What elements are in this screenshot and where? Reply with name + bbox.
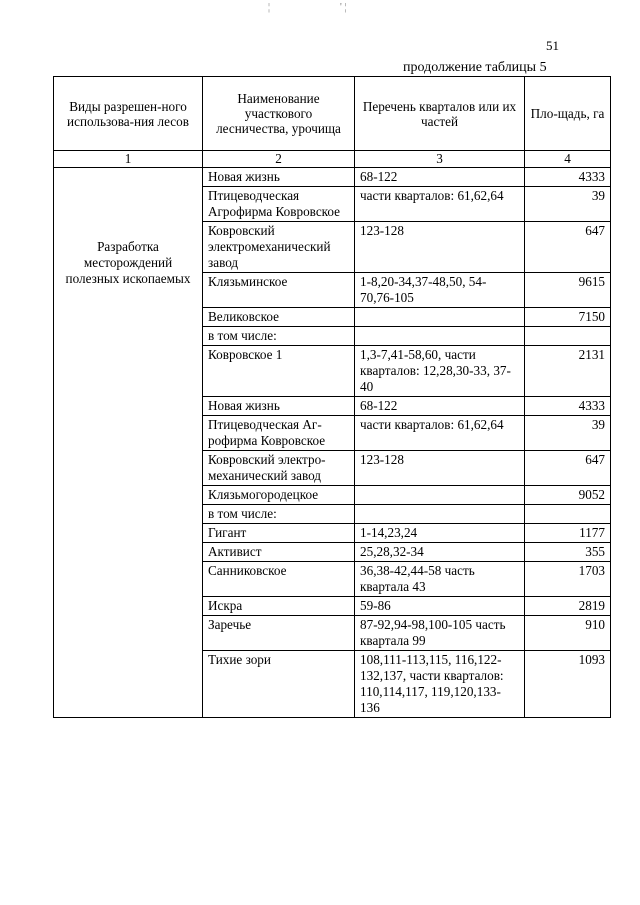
forestry-name-cell: Птицеводческая Аг-рофирма Ковровское [203, 416, 355, 451]
forestry-name-cell: Заречье [203, 616, 355, 651]
quarters-cell: 68-122 [355, 168, 525, 187]
column-number: 1 [54, 151, 203, 168]
area-cell [525, 505, 611, 524]
quarters-cell: 1,3-7,41-58,60, части кварталов: 12,28,30-33, 37-40 [355, 346, 525, 397]
area-cell: 1703 [525, 562, 611, 597]
forestry-name-cell: Ковровский электро-механический завод [203, 451, 355, 486]
forest-use-table [53, 76, 611, 718]
column-number: 2 [203, 151, 355, 168]
area-cell: 355 [525, 543, 611, 562]
area-cell: 2131 [525, 346, 611, 397]
area-cell: 39 [525, 187, 611, 222]
header-usage-type: Виды разрешен-ного использова-ния лесов [54, 77, 203, 151]
forestry-name-cell: Гигант [203, 524, 355, 543]
quarters-cell: части кварталов: 61,62,64 [355, 416, 525, 451]
quarters-cell: 59-86 [355, 597, 525, 616]
area-cell: 647 [525, 451, 611, 486]
forestry-name-cell: Новая жизнь [203, 168, 355, 187]
forestry-name-cell: Санниковское [203, 562, 355, 597]
area-cell: 39 [525, 416, 611, 451]
quarters-cell: 36,38-42,44-58 часть квартала 43 [355, 562, 525, 597]
quarters-cell [355, 486, 525, 505]
forestry-name-cell: Клязьминское [203, 273, 355, 308]
quarters-cell [355, 505, 525, 524]
column-number: 4 [525, 151, 611, 168]
area-cell: 1093 [525, 651, 611, 718]
scan-mark: ¦ [268, 2, 271, 13]
header-forestry-name: Наименование участкового лесничества, урочища [203, 77, 355, 151]
forestry-name-cell: Ковровское 1 [203, 346, 355, 397]
column-number: 3 [355, 151, 525, 168]
area-cell: 1177 [525, 524, 611, 543]
forestry-name-cell: Искра [203, 597, 355, 616]
quarters-cell [355, 327, 525, 346]
quarters-cell: 25,28,32-34 [355, 543, 525, 562]
column-number-row [54, 151, 611, 168]
quarters-cell: 68-122 [355, 397, 525, 416]
header-row [54, 77, 611, 151]
table-body [54, 168, 611, 718]
area-cell [525, 327, 611, 346]
quarters-cell: 87-92,94-98,100-105 часть квартала 99 [355, 616, 525, 651]
quarters-cell: 108,111-113,115, 116,122-132,137, части кварталов: 110,114,117, 119,120,133-136 [355, 651, 525, 718]
forestry-name-cell: Ковровский электромеханический завод [203, 222, 355, 273]
area-cell: 4333 [525, 397, 611, 416]
usage-type-cell [54, 168, 203, 718]
area-cell: 7150 [525, 308, 611, 327]
forestry-name-cell: Птицеводческая Агрофирма Ковровское [203, 187, 355, 222]
page-number: 51 [546, 38, 559, 53]
area-cell: 9615 [525, 273, 611, 308]
area-cell: 647 [525, 222, 611, 273]
scan-mark: ' ¦ [340, 2, 347, 13]
forestry-name-cell: Новая жизнь [203, 397, 355, 416]
area-cell: 2819 [525, 597, 611, 616]
forestry-name-cell: в том числе: [203, 327, 355, 346]
forestry-name-cell: Великовское [203, 308, 355, 327]
table-continuation-caption: продолжение таблицы 5 [403, 60, 547, 75]
quarters-cell: 1-8,20-34,37-48,50, 54-70,76-105 [355, 273, 525, 308]
quarters-cell: части кварталов: 61,62,64 [355, 187, 525, 222]
quarters-cell: 1-14,23,24 [355, 524, 525, 543]
forestry-name-cell: в том числе: [203, 505, 355, 524]
area-cell: 4333 [525, 168, 611, 187]
quarters-cell: 123-128 [355, 222, 525, 273]
area-cell: 910 [525, 616, 611, 651]
forestry-name-cell: Тихие зори [203, 651, 355, 718]
table-row [54, 168, 611, 187]
quarters-cell [355, 308, 525, 327]
area-cell: 9052 [525, 486, 611, 505]
forestry-name-cell: Активист [203, 543, 355, 562]
forestry-name-cell: Клязьмогородецкое [203, 486, 355, 505]
header-area: Пло-щадь, га [525, 77, 611, 151]
usage-type-label: Разработка месторождений полезных ископаемых [65, 239, 191, 286]
header-quarters-list: Перечень кварталов или их частей [355, 77, 525, 151]
quarters-cell: 123-128 [355, 451, 525, 486]
